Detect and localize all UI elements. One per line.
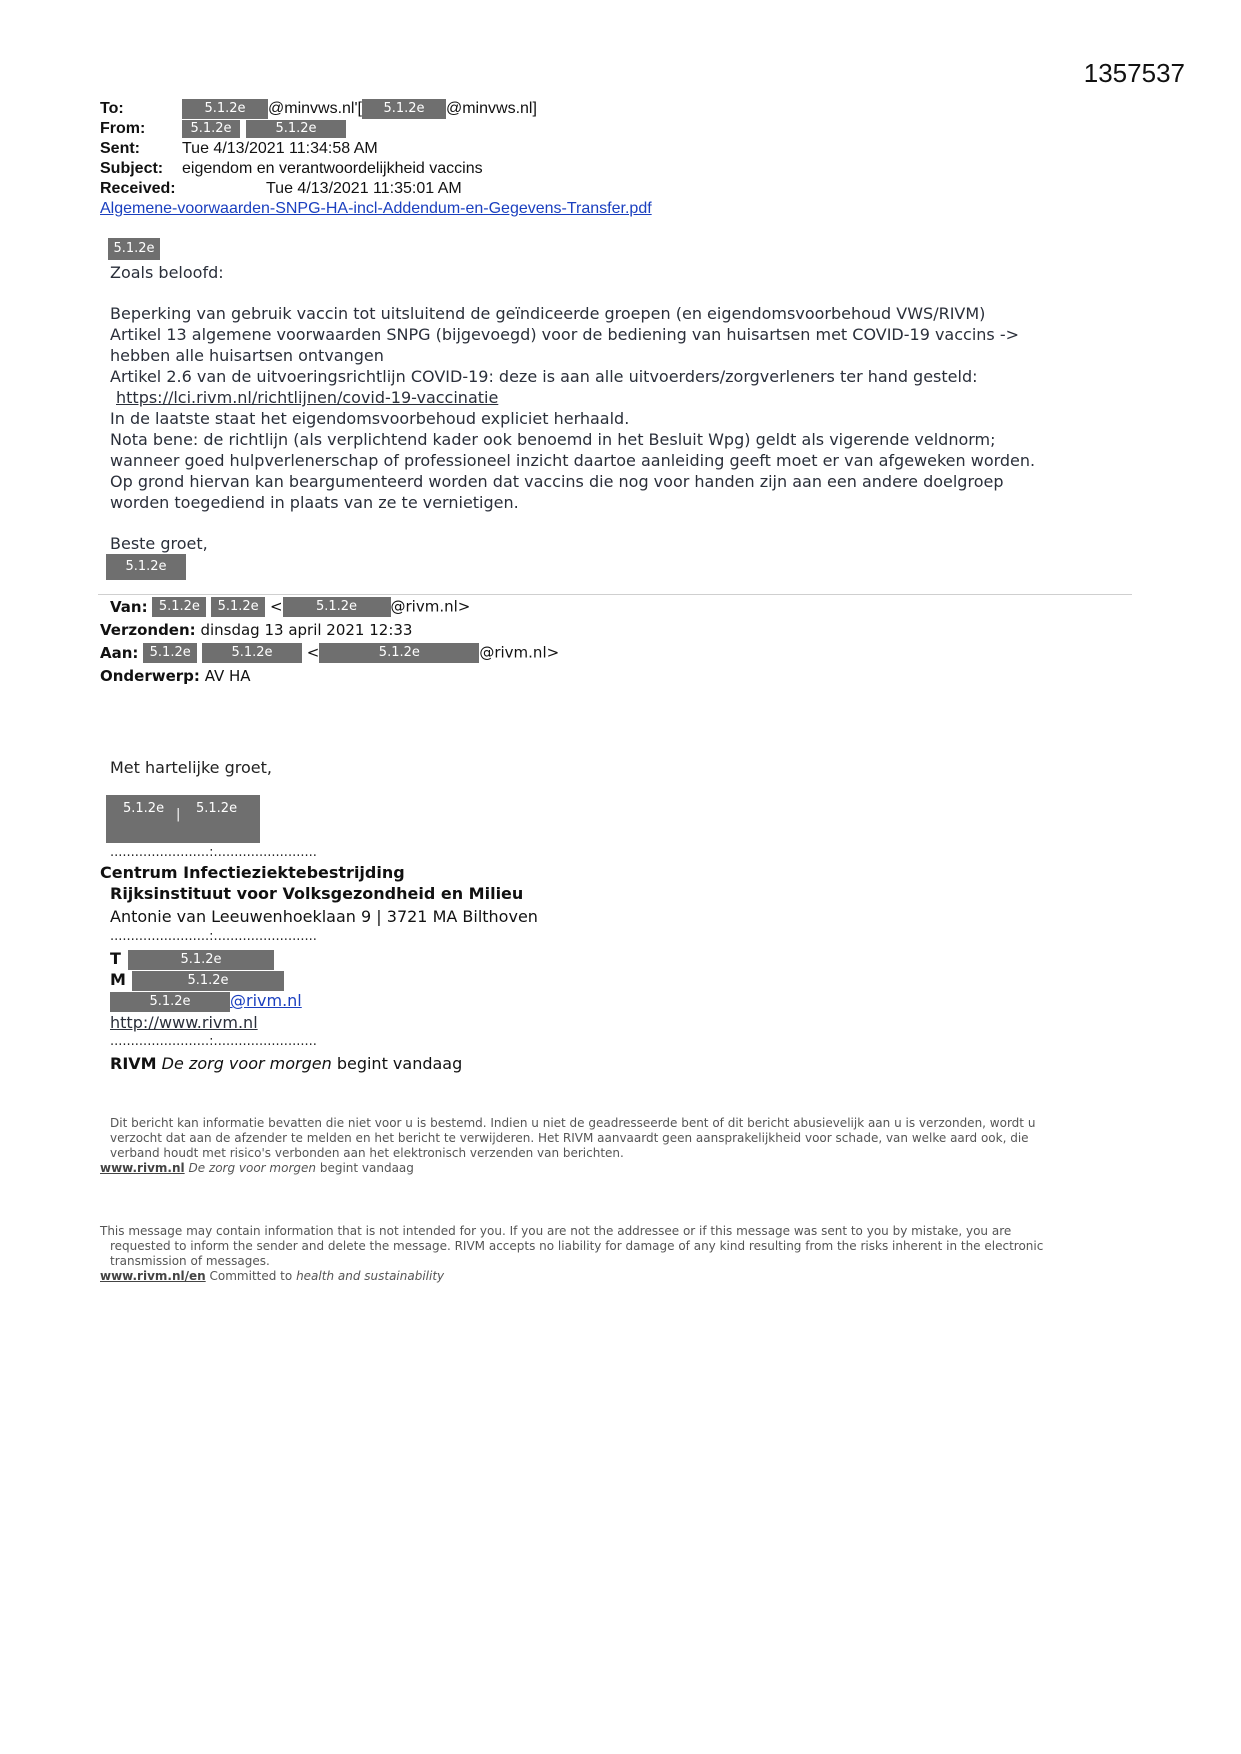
lt: < [306,643,320,662]
phone-row [110,949,274,970]
disclaimer-nl-rest: begint vandaag [319,1161,414,1175]
phone-label: T [110,949,121,968]
redaction: 5.1.2e [211,597,265,617]
separator [98,594,1132,595]
disclaimer-en-line: requested to inform the sender and delete the message. RIVM accepts no liability for damage of any kind resulting from the risks inherent in the electronic [110,1239,1044,1253]
van-label: Van: [110,597,148,616]
from-label: From: [100,120,146,137]
redaction: 5.1.2e [128,950,274,970]
onderwerp-label: Onderwerp: [100,667,200,685]
body-line: worden toegediend in plaats van ze te vernietigen. [110,493,519,512]
disclaimer-en-line: This message may contain information that is not intended for you. If you are not the addressee or if this message was sent to you by mistake, you are [100,1224,1012,1238]
redaction-separator: | [176,807,181,822]
signature-slogan [110,1054,462,1073]
sent-value: Tue 4/13/2021 11:34:58 AM [182,140,378,157]
redaction: 5.1.2e [108,238,160,260]
to-row [100,99,537,119]
to-domain: @minvws.nl] [445,100,537,118]
body-line: Op grond hiervan kan beargumenteerd worden dat vaccins die nog voor handen zijn aan een andere doelgroep [110,472,1004,491]
aan-row [100,643,559,663]
from-row [100,119,346,139]
lt: < [269,597,283,616]
dotted-divider: ........................:......................... [110,1034,317,1049]
signature-address: Antonie van Leeuwenhoeklaan 9 | 3721 MA Bilthoven [110,907,538,926]
disclaimer-nl-line: Dit bericht kan informatie bevatten die niet voor u is bestemd. Indien u niet de geadresseerde bent of dit bericht abusievelijk aan u is verzonden, wordt u [110,1116,1036,1130]
closing: Beste groet, [110,534,208,553]
verzonden-value: dinsdag 13 april 2021 12:33 [200,621,413,639]
redaction: 5.1.2e [182,99,268,119]
verzonden-row [100,621,412,639]
body-line: Artikel 13 algemene voorwaarden SNPG (bijgevoegd) voor de bediening van huisartsen met COVID-19 vaccins -> [110,325,1020,344]
disclaimer-en-italic: health and sustainability [296,1269,445,1283]
dotted-divider: ........................:......................... [110,929,317,944]
document-id: 1357537 [1083,58,1185,88]
slogan-italic: De zorg voor morgen [161,1054,332,1073]
salutation-redaction [108,238,160,260]
disclaimer-nl-footer [100,1161,414,1176]
lci-link[interactable]: https://lci.rivm.nl/richtlijnen/covid-19-vaccinatie [116,388,499,407]
disclaimer-en-line: transmission of messages. [110,1254,270,1268]
body-line: hebben alle huisartsen ontvangen [110,346,384,365]
disclaimer-nl-italic: De zorg voor morgen [188,1161,316,1175]
mobile-row [110,970,284,991]
signature-name-redaction [106,795,260,843]
rivm-nl-link[interactable]: www.rivm.nl [100,1161,185,1175]
to-label: To: [100,100,124,118]
redaction: 5.1.2e [132,971,284,991]
subject-value: eigendom en verantwoordelijkheid vaccins [182,160,483,177]
redaction: 5.1.2e [110,992,230,1012]
mobile-label: M [110,970,126,989]
signature-institute: Rijksinstituut voor Volksgezondheid en Milieu [110,884,524,903]
website-link[interactable]: http://www.rivm.nl [110,1013,258,1032]
email-link[interactable]: @rivm.nl [230,991,302,1010]
disclaimer-en-footer [100,1269,444,1284]
rivm-en-link[interactable]: www.rivm.nl/en [100,1269,206,1283]
redaction: 5.1.2e [143,643,197,663]
redaction: 5.1.2e [362,99,446,119]
subject-row [100,159,483,179]
body-line: In de laatste staat het eigendomsvoorbehoud expliciet herhaald. [110,409,630,428]
onderwerp-row [100,667,251,685]
disclaimer-nl-line: verband houdt met risico's verbonden aan het elektronisch verzenden van berichten. [110,1146,624,1160]
sent-row [100,139,378,159]
attachment-link[interactable]: Algemene-voorwaarden-SNPG-HA-incl-Addendum-en-Gegevens-Transfer.pdf [100,200,652,217]
dotted-divider: ........................:......................... [110,845,317,860]
received-value: Tue 4/13/2021 11:35:01 AM [266,180,462,197]
redaction: 5.1.2e [202,643,302,663]
body-line: Nota bene: de richtlijn (als verplichtend kader ook benoemd in het Besluit Wpg) geldt als vigerende veldnorm; [110,430,996,449]
redaction: 5.1.2e [246,120,346,138]
greeting: Zoals beloofd: [110,263,224,282]
to-domain: @minvws.nl'[ [268,100,362,118]
redaction: 5.1.2e [182,120,240,138]
slogan-rest: begint vandaag [336,1054,463,1073]
signature-org: Centrum Infectieziektebestrijding [100,863,405,882]
onderwerp-value: AV HA [204,667,251,685]
body-line: Beperking van gebruik vaccin tot uitsluitend de geïndiceerde groepen (en eigendomsvoorbehoud VWS/RIVM) [110,304,986,323]
body-line: wanneer goed hulpverlenerschap of professioneel inzicht daartoe aanleiding geeft moet er van afgeweken worden. [110,451,1036,470]
aan-label: Aan: [100,643,139,662]
van-domain: @rivm.nl> [390,597,471,616]
redaction: 5.1.2e [106,554,186,580]
verzonden-label: Verzonden: [100,621,196,639]
van-row [100,597,470,617]
received-label: Received: [100,180,176,197]
redaction: 5.1.2e [196,801,238,816]
email-row [110,991,302,1012]
received-row [100,179,462,199]
disclaimer-nl-line: verzocht dat aan de afzender te melden en het bericht te verwijderen. Het RIVM aanvaardt geen aansprakelijkheid voor schade, van welke aard ook, die [110,1131,1029,1145]
sent-label: Sent: [100,140,140,157]
forward-closing: Met hartelijke groet, [110,758,272,777]
sender-name-redaction [106,554,186,580]
aan-domain: @rivm.nl> [479,643,560,662]
redaction: 5.1.2e [123,801,165,816]
body-line: Artikel 2.6 van de uitvoeringsrichtlijn COVID-19: deze is aan alle uitvoerders/zorgverleners ter hand gesteld: [110,367,978,386]
redaction: 5.1.2e [283,597,391,617]
redaction: 5.1.2e [319,643,479,663]
slogan-brand: RIVM [110,1054,157,1073]
subject-label: Subject: [100,160,164,177]
redaction: 5.1.2e [152,597,206,617]
disclaimer-en-rest: Committed to [209,1269,293,1283]
